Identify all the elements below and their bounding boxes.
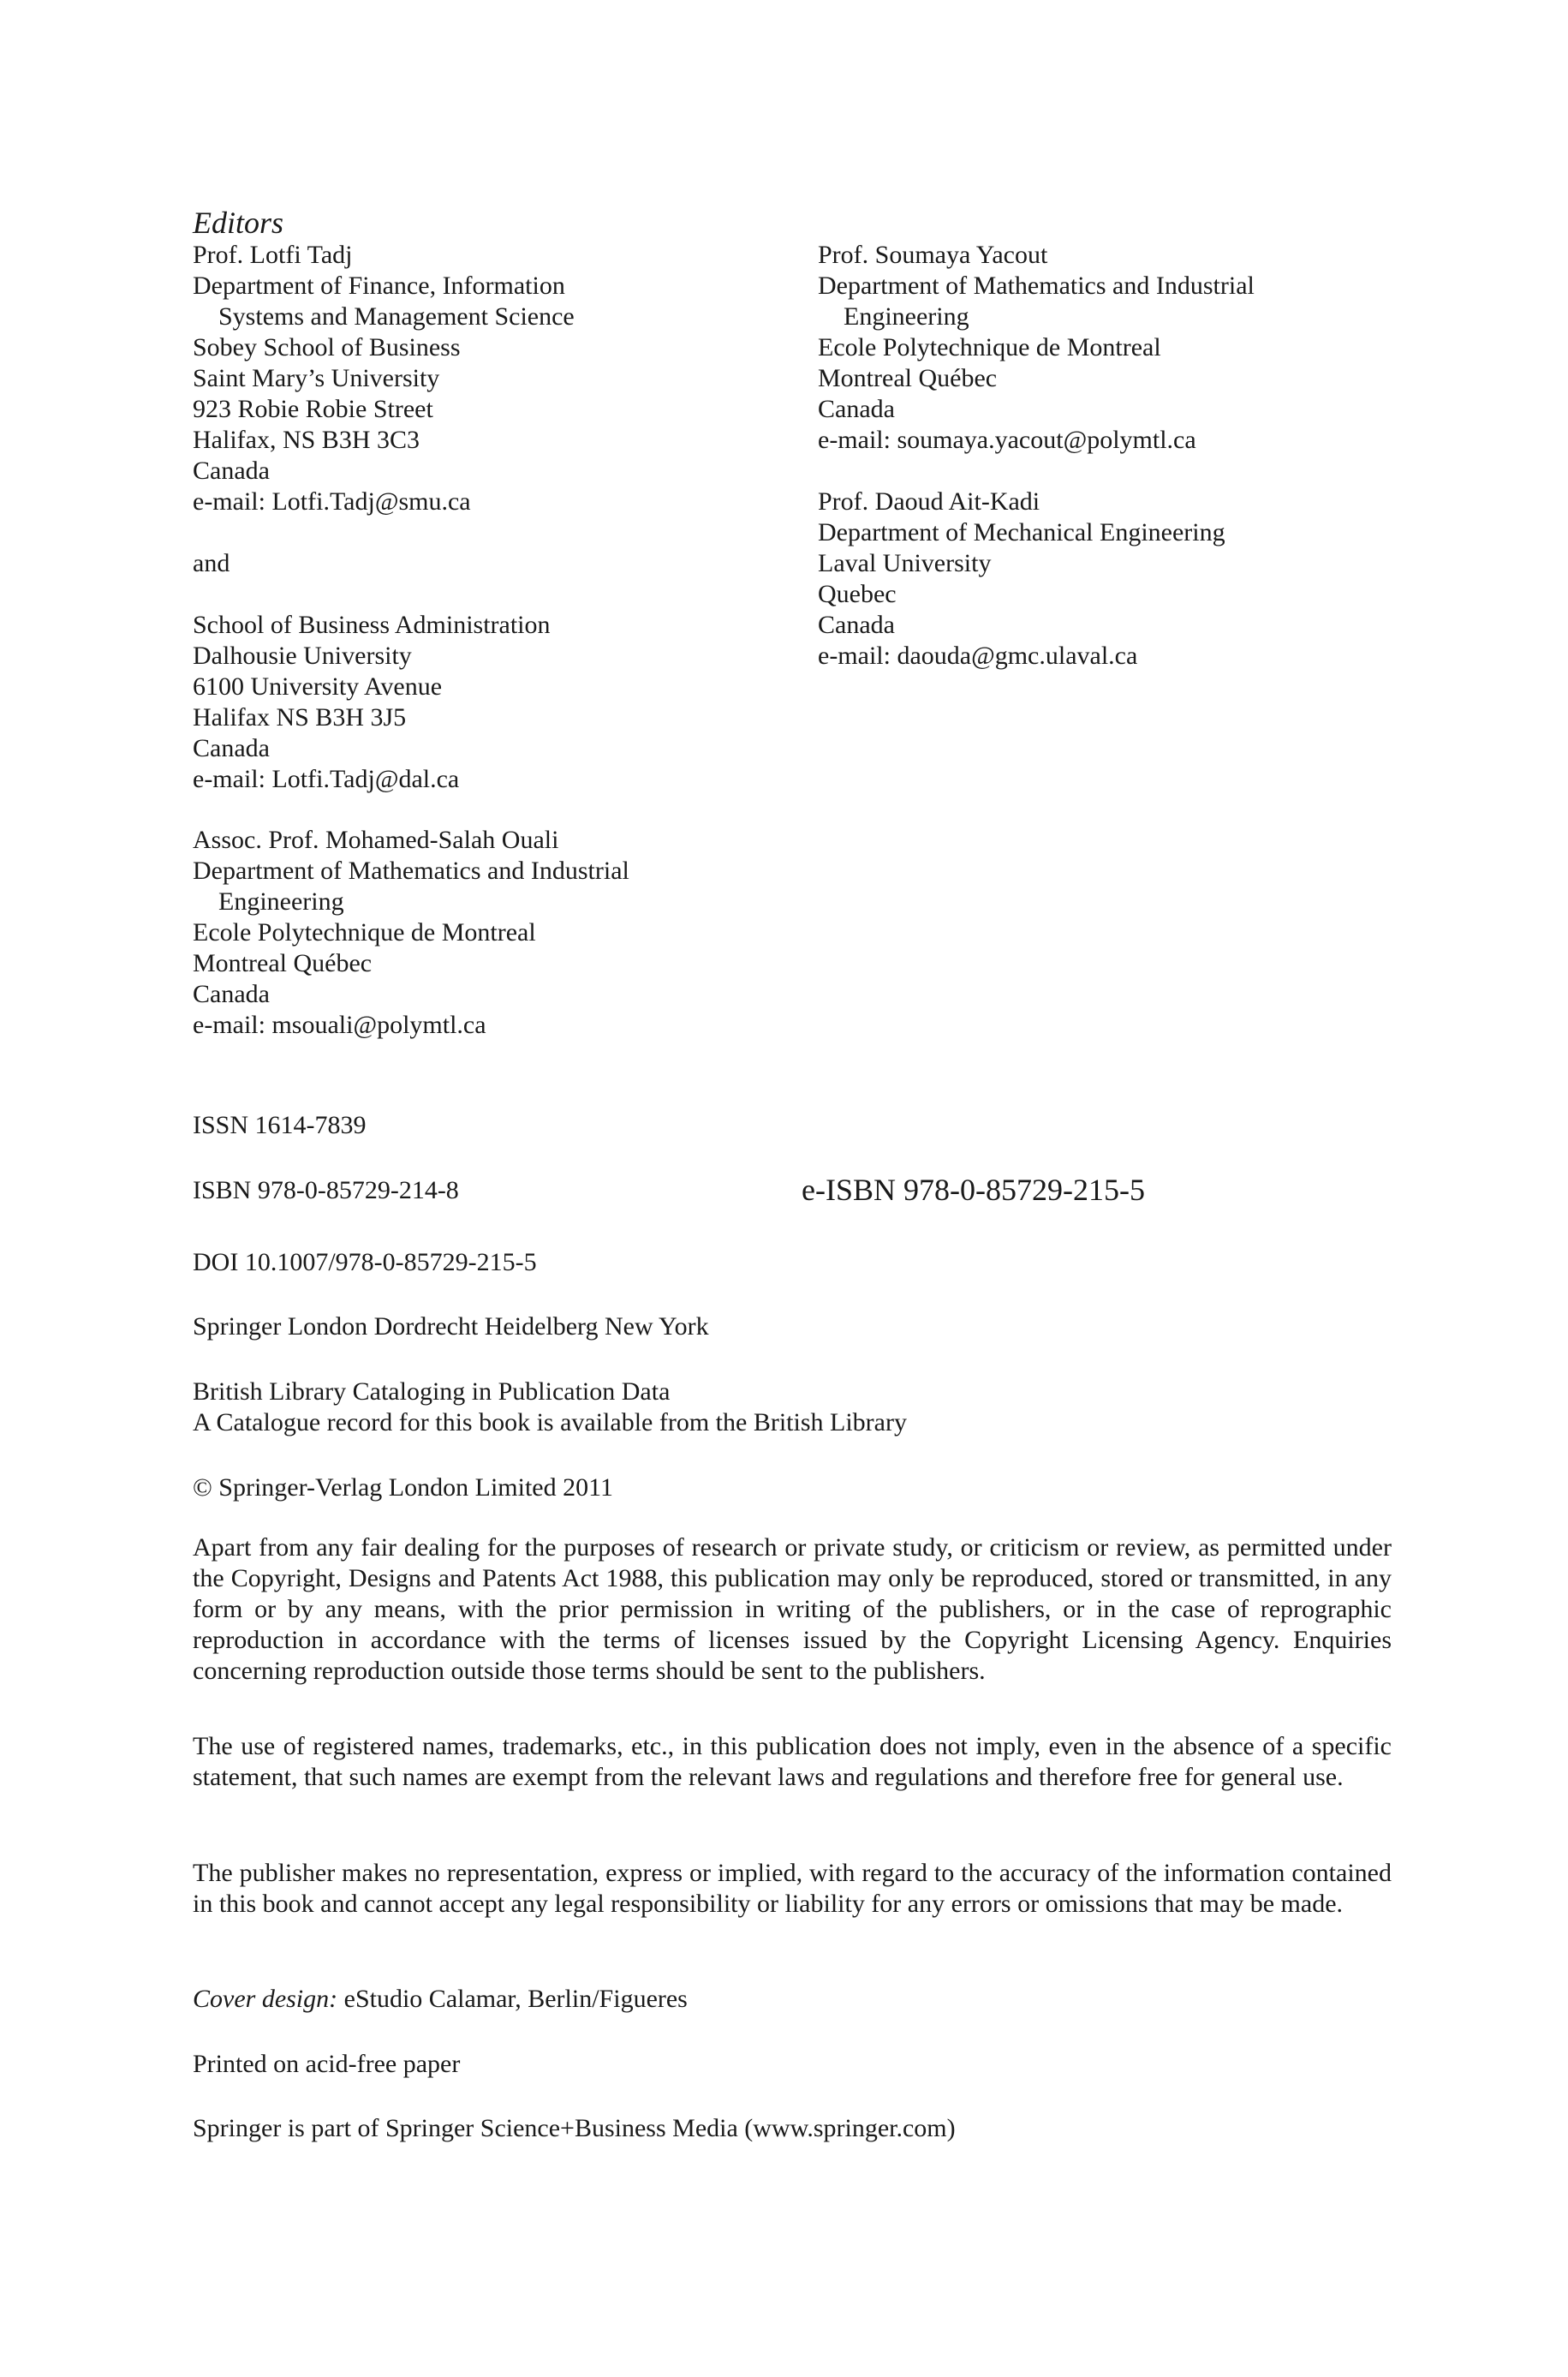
address-line: 923 Robie Robie Street — [193, 395, 433, 423]
address-line: Engineering — [844, 302, 969, 331]
address-line: Ecole Polytechnique de Montreal — [818, 333, 1161, 361]
email-line: e-mail: daouda@gmc.ulaval.ca — [818, 642, 1138, 670]
trademarks-paragraph: The use of registered names, trademarks, etc., in this publication does not imply, even in the absence of a specific statement, that such names are exempt from the relevant laws and regulations and therefore free for general use. — [193, 1732, 1392, 1791]
address-line: Canada — [193, 980, 270, 1008]
springer-media-line: Springer is part of Springer Science+Business Media (www.springer.com) — [193, 2114, 956, 2142]
editor-aitkadi — [818, 487, 1225, 672]
printed-on-line: Printed on acid-free paper — [193, 2050, 461, 2078]
cover-design-label: Cover design: — [193, 1985, 338, 2013]
copyright-line: © Springer-Verlag London Limited 2011 — [193, 1473, 613, 1502]
email-line: e-mail: Lotfi.Tadj@dal.ca — [193, 765, 460, 793]
editors-heading: Editors — [193, 206, 284, 240]
address-line: 6100 University Avenue — [193, 672, 443, 701]
address-line: Department of Mechanical Engineering — [818, 518, 1225, 546]
email-line: e-mail: Lotfi.Tadj@smu.ca — [193, 487, 471, 516]
address-line: Canada — [818, 395, 895, 423]
and-separator: and — [193, 549, 230, 577]
address-line: Quebec — [818, 580, 897, 608]
editor-tadj-secondary — [193, 610, 551, 795]
address-line: Department of Mathematics and Industrial — [193, 857, 629, 885]
doi: DOI 10.1007/978-0-85729-215-5 — [193, 1248, 537, 1276]
cip-block — [193, 1377, 907, 1438]
editor-name: Assoc. Prof. Mohamed-Salah Ouali — [193, 826, 559, 854]
isbn: ISBN 978-0-85729-214-8 — [193, 1176, 459, 1204]
address-line: Montreal Québec — [818, 364, 998, 392]
editor-name: Prof. Lotfi Tadj — [193, 241, 353, 269]
address-line: Ecole Polytechnique de Montreal — [193, 918, 536, 947]
disclaimer-paragraph: The publisher makes no representation, express or implied, with regard to the accuracy of the information contained in this book and cannot accept any legal responsibility or liability for any errors or omissions that may be made. — [193, 1859, 1392, 1918]
editor-name: Prof. Daoud Ait-Kadi — [818, 487, 1040, 516]
address-line: Montreal Québec — [193, 949, 373, 977]
address-line: Laval University — [818, 549, 992, 577]
cip-line: British Library Cataloging in Publication Data — [193, 1377, 671, 1406]
address-line: Sobey School of Business — [193, 333, 461, 361]
publisher-cities: Springer London Dordrecht Heidelberg New York — [193, 1312, 709, 1341]
email-line: e-mail: soumaya.yacout@polymtl.ca — [818, 426, 1196, 454]
address-line: Engineering — [218, 887, 344, 916]
editor-name: Prof. Soumaya Yacout — [818, 241, 1048, 269]
copyright-act-paragraph: Apart from any fair dealing for the purposes of research or private study, or criticism or review, as permitted under the Copyright, Designs and Patents Act 1988, this publication may only be reproduced, stored or transmitted, in any form or by any means, with the prior permission in writing of the publishers, or in the case of reprographic reproduction in accordance with the terms of licenses issued by the Copyright Licensing Agency. Enquiries concerning reproduction outside those terms should be sent to the publishers. — [193, 1533, 1392, 1685]
address-line: Department of Finance, Information — [193, 272, 565, 300]
address-line: Halifax NS B3H 3J5 — [193, 703, 407, 732]
address-line: Halifax, NS B3H 3C3 — [193, 426, 420, 454]
cover-design-value: eStudio Calamar, Berlin/Figueres — [337, 1985, 688, 2013]
address-line: Canada — [818, 611, 895, 639]
address-line: Canada — [193, 457, 270, 485]
address-line: Saint Mary’s University — [193, 364, 440, 392]
issn: ISSN 1614-7839 — [193, 1111, 367, 1139]
cip-line: A Catalogue record for this book is available from the British Library — [193, 1408, 907, 1436]
address-line: School of Business Administration — [193, 611, 551, 639]
editor-ouali — [193, 825, 629, 1041]
cover-design-line — [193, 1984, 688, 2015]
address-line: Dalhousie University — [193, 642, 412, 670]
eisbn: e-ISBN 978-0-85729-215-5 — [802, 1173, 1145, 1207]
editor-tadj-primary — [193, 240, 575, 517]
address-line: Systems and Management Science — [218, 302, 575, 331]
address-line: Canada — [193, 734, 270, 762]
email-line: e-mail: msouali@polymtl.ca — [193, 1011, 486, 1039]
editor-yacout — [818, 240, 1255, 456]
address-line: Department of Mathematics and Industrial — [818, 272, 1255, 300]
